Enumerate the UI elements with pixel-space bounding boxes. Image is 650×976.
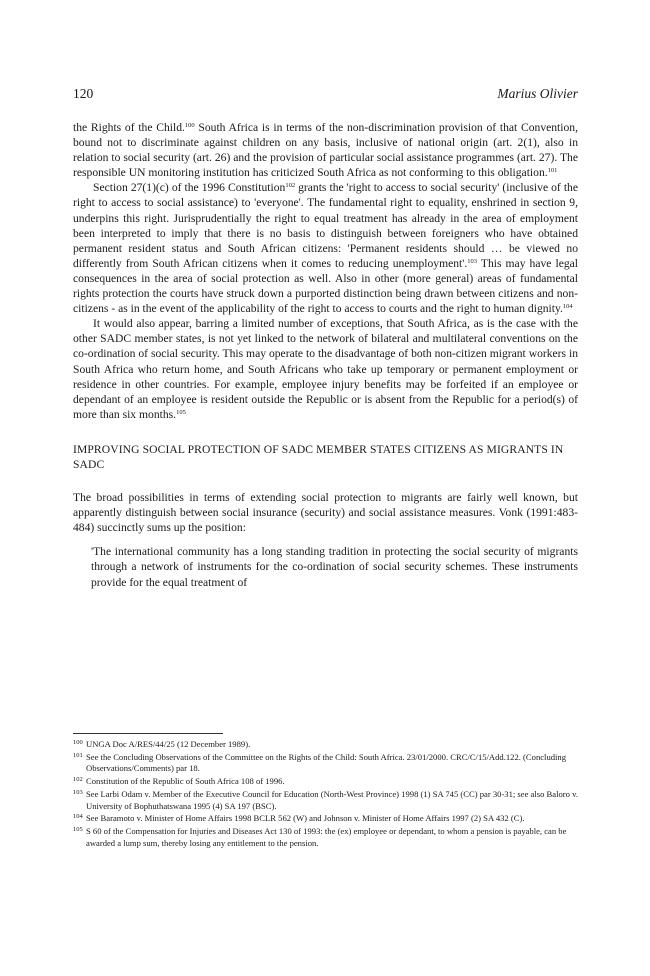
footnote-103 <box>73 789 578 812</box>
body-text <box>73 120 578 590</box>
paragraph-2 <box>73 180 578 316</box>
footnote-number: 105 <box>73 826 83 834</box>
footnote-104 <box>73 813 578 824</box>
footnote-105 <box>73 826 578 849</box>
section-heading: IMPROVING SOCIAL PROTECTION OF SADC MEMBER STATES CITIZENS AS MIGRANTS IN SADC <box>73 442 564 471</box>
running-header <box>73 86 578 104</box>
footnote-ref-100[interactable]: 100 <box>184 122 195 129</box>
footnote-number: 100 <box>73 739 83 746</box>
paragraph-3 <box>73 316 578 422</box>
text-run: This may have legal consequences in the area of social protection as well. Also in other (more general) areas of fundamental rights protection the courts have struck down a purported distinction being drawn between citizens and non-citizens - as in the event of the applicability of the right to access to courts and the right to human dignity. <box>73 256 579 316</box>
text-run: South Africa is in terms of the non-discrimination provision of that Convention, bound not to discriminate against children on any basis, inclusive of national origin (art. 2(1), also in relation to social security (art. 26) and the provision of particular social assistance programmes (art. 27). The responsible UN monitoring institution has criticized South Africa as not conforming to this obligation. <box>73 121 578 180</box>
running-head-author: Marius Olivier <box>497 86 578 101</box>
text-run: the Rights of the Child. <box>73 121 185 134</box>
footnote-100 <box>73 739 578 750</box>
footnote-ref-103[interactable]: 103 <box>467 257 478 265</box>
footnote-text: See the Concluding Observations of the Committee on the Rights of the Child: South Africa. 23/01/2000. CRC/C/15/Add.122. (Concluding Observations/Comments) par 18. <box>86 751 567 774</box>
footnote-ref-105[interactable]: 105 <box>176 408 186 416</box>
text-run: Section 27(1)(c) of the 1996 Constitution <box>93 181 286 195</box>
text-run: It would also appear, barring a limited number of exceptions, that South Africa, as is the case with the other SADC member states, is not yet linked to the network of bilateral and multilateral conventions on the co-ordination of social security. This may operate to the disadvantage of both non-citizen migrant workers in South Africa who return home, and South Africans who take up temporary or permanent employment or residence in other countries. For example, employee injury benefits may be forfeited if an employee or dependant of an employee is resident outside the Republic or is absent from the Republic for a period(s) of more than six months. <box>73 317 578 421</box>
footnote-separator <box>73 733 223 734</box>
footnote-ref-102[interactable]: 102 <box>285 182 296 190</box>
paragraph-4: The broad possibilities in terms of extending social protection to migrants are fairly well known, but apparently distinguish between social insurance (security) and social assistance measures. Vonk (1991:483-484) succinctly sums up the position: <box>73 491 578 535</box>
footnote-number: 104 <box>73 813 83 821</box>
footnote-text: Constitution of the Republic of South Africa 108 of 1996. <box>86 776 285 787</box>
footnote-text: S 60 of the Compensation for Injuries and Diseases Act 130 of 1993: the (ex) employee or dependant, to whom a pension is payable, can be awarded a lump sum, thereby losing any entitlement to the pension. <box>86 826 567 848</box>
footnote-text: UNGA Doc A/RES/44/25 (12 December 1989). <box>86 739 251 749</box>
footnote-text: See Larbi Odam v. Member of the Executive Council for Education (North-West Province) 1998 (1) SA 745 (CC) par 30-31; see also Baloro v. University of Bophuthatswana 1995 (4) SA 197 (BSC). <box>86 789 578 811</box>
footnotes <box>73 739 578 851</box>
footnote-ref-104[interactable]: 104 <box>562 303 573 311</box>
footnote-number: 103 <box>73 789 83 797</box>
footnote-text: See Baramoto v. Minister of Home Affairs 1998 BCLR 562 (W) and Johnson v. Minister of Home Affairs 1997 (2) SA 432 (C). <box>86 813 525 824</box>
page-number: 120 <box>73 86 94 101</box>
text-run: grants the 'right to access to social security' (inclusive of the right to access to social assistance) to 'everyone'. The fundamental right to equality, enshrined in section 9, underpins this right. Jurisprudentially the right to equal treatment has already in the area of employment been interpreted to imply that there is no basis to distinguish between foreigners who have obtained permanent resident status and South African citizens: 'Permanent residents should … be viewed no differently from South African citizens when it comes to reducing unemployment'. <box>73 181 579 270</box>
footnote-ref-101[interactable]: 101 <box>547 167 558 175</box>
footnote-number: 101 <box>73 751 83 759</box>
footnote-number: 102 <box>73 776 83 784</box>
footnote-101 <box>73 752 578 775</box>
block-quote: 'The international community has a long standing tradition in protecting the social security of migrants through a network of instruments for the co-ordination of social security schemes. These instruments provide for the equal treatment of <box>91 545 578 589</box>
paragraph-1 <box>73 120 578 180</box>
footnote-102 <box>73 776 578 787</box>
